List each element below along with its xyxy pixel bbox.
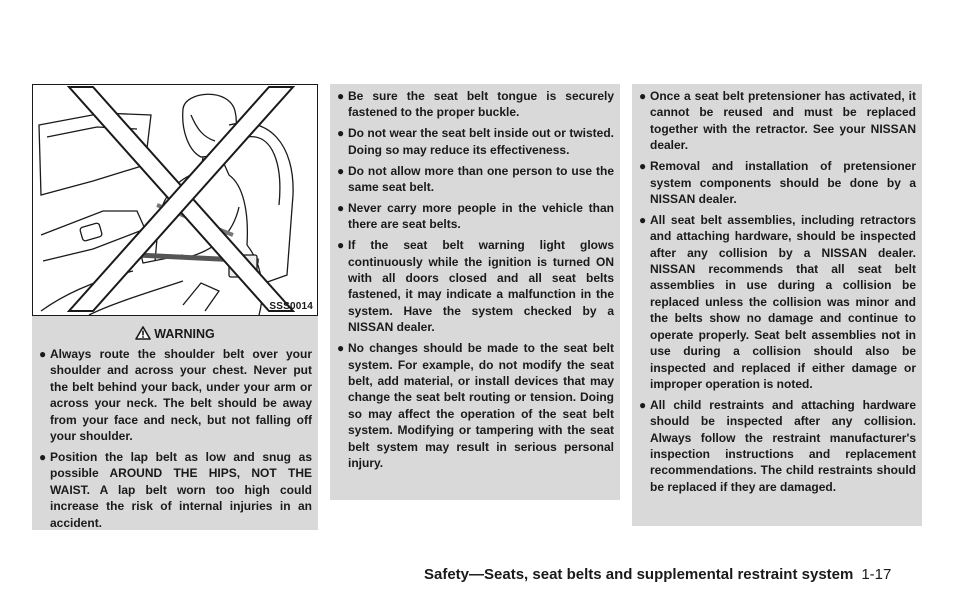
list-item: ● If the seat belt warning light glows continuously while the ignition is turned ON with all doors closed and all seat belts fastened, it may indicate a malfunction in the system. Have the system checked by a NISSAN dealer. — [337, 238, 614, 335]
illustration-incorrect-belt-routing — [32, 84, 318, 316]
list-item: ● Be sure the seat belt tongue is securely fastened to the proper buckle. — [337, 89, 614, 120]
section-title: Safety—Seats, seat belts and supplemental restraint system — [424, 566, 854, 583]
list-item: ● Position the lap belt as low and snug as possible AROUND THE HIPS, NOT THE WAIST. A lap belt worn too high could increase the risk of internal injuries in an accident. — [39, 449, 312, 530]
warning-title: WARNING — [154, 327, 215, 341]
warning-triangle-icon — [135, 326, 151, 343]
figure-code: SSS0014 — [269, 301, 313, 312]
list-item: ● Removal and installation of pretensioner system components should be done by a NISSAN dealer. — [639, 159, 916, 206]
warning-list — [32, 346, 318, 535]
list-item: ● All seat belt assemblies, including retractors and attaching hardware, should be inspected after any collision by a NISSAN dealer. NISSAN recommends that all seat belt assemblies in use during a collision be replaced unless the collision was minor and the belts show no damage and continue to operate properly. Seat belt assemblies not in use during a collision should also be inspected and replaced if either damage or improper operation is noted. — [639, 212, 916, 391]
warning-heading — [32, 326, 318, 343]
list-item: ● All child restraints and attaching hardware should be inspected after any collision. Always follow the restraint manufacturer's inspection instructions and replacement recommendations. The child restraints should be replaced if they are damaged. — [639, 397, 916, 494]
list-item: ● No changes should be made to the seat belt system. For example, do not modify the seat belt, add material, or install devices that may change the seat belt routing or tension. Doing so may affect the operation of the seat belt system. Modifying or tampering with the seat belt system may result in serious personal injury. — [337, 341, 614, 471]
list-item: ● Do not wear the seat belt inside out or twisted. Doing so may reduce its effectiveness. — [337, 126, 614, 157]
list-item: ● Do not allow more than one person to use the same seat belt. — [337, 163, 614, 195]
page-footer — [424, 566, 891, 583]
page-number: 1-17 — [861, 566, 892, 583]
warning-list-2 — [330, 88, 620, 476]
warning-column-3 — [632, 84, 922, 526]
list-item: ● Always route the shoulder belt over your shoulder and across your chest. Never put the belt behind your back, under your arm or across your neck. The belt should be away from your face and neck, but not falling off your shoulder. — [39, 347, 312, 444]
warning-list-3 — [632, 88, 922, 500]
list-item: ● Never carry more people in the vehicle than there are seat belts. — [337, 200, 614, 232]
warning-column-2 — [330, 84, 620, 500]
warning-column — [32, 84, 318, 530]
seated-passenger-illustration — [33, 85, 319, 317]
x-cross-prohibition-icon — [69, 87, 293, 311]
list-item: ● Once a seat belt pretensioner has activated, it cannot be reused and must be replaced together with the retractor. See your NISSAN dealer. — [639, 89, 916, 153]
